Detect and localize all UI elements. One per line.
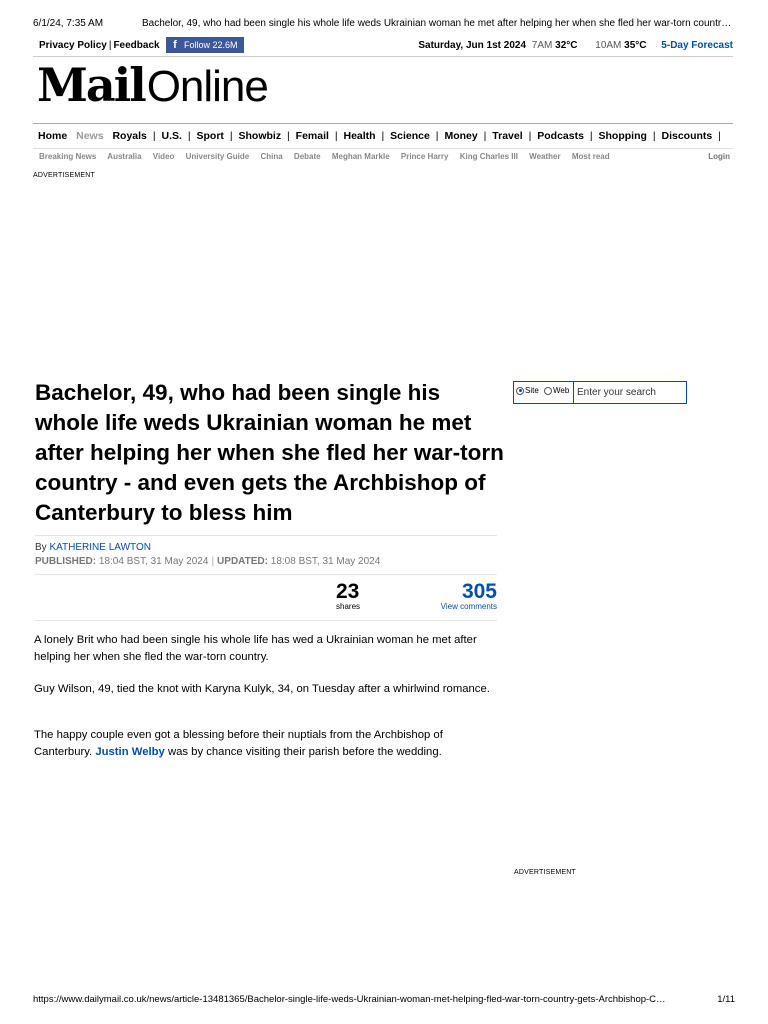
paragraph-text: The happy couple even got a blessing before their nuptials from the Archbishop of Canterbury.: [34, 729, 443, 758]
nav-separator: |: [381, 130, 385, 142]
nav-separator: |: [334, 130, 338, 142]
weather-time-2: 10AM: [595, 40, 622, 51]
print-datetime: 6/1/24, 7:35 AM: [33, 18, 104, 29]
weather-temp-1: 32°C: [555, 40, 578, 51]
author-link[interactable]: KATHERINE LAWTON: [49, 542, 151, 553]
top-links: [39, 40, 160, 51]
subnav-item-most-read[interactable]: Most read: [571, 152, 610, 161]
subnav-item-australia[interactable]: Australia: [107, 152, 142, 161]
nav-separator: |: [528, 130, 532, 142]
search-option-web[interactable]: [544, 386, 569, 395]
header-divider: [33, 56, 733, 57]
byline: [35, 542, 151, 553]
nav-separator: |: [652, 130, 656, 142]
nav-item-health[interactable]: Health: [343, 130, 376, 142]
byline-divider-top: [35, 535, 497, 536]
web-radio-label: Web: [553, 386, 570, 395]
article-headline: Bachelor, 49, who had been single his whole life weds Ukrainian woman he met after helping her when she fled her war-torn country - and even gets the Archbishop of Canterbury to bless him: [35, 380, 504, 525]
subnav-item-meghan-markle[interactable]: Meghan Markle: [331, 152, 390, 161]
main-nav-list: [38, 130, 724, 142]
published-date: 18:04 BST, 31 May 2024: [98, 556, 209, 567]
article-paragraph: A lonely Brit who had been single his whole life has wed a Ukrainian woman he met after helping her when she fled the war-torn country.: [34, 634, 477, 663]
nav-item-sport[interactable]: Sport: [196, 130, 224, 142]
feedback-link[interactable]: Feedback: [113, 40, 160, 51]
top-links-separator: |: [108, 40, 112, 51]
nav-item-science[interactable]: Science: [390, 130, 430, 142]
weather-time-1: 7AM: [531, 40, 553, 51]
nav-item-home[interactable]: Home: [38, 130, 68, 142]
subnav-item-prince-harry[interactable]: Prince Harry: [400, 152, 449, 161]
weather-bar: [418, 40, 733, 51]
nav-separator: |: [718, 130, 721, 142]
mailonline-logo[interactable]: [37, 58, 268, 112]
nav-item-news[interactable]: News: [76, 130, 104, 142]
nav-separator: |: [483, 130, 487, 142]
share-count-label: shares: [336, 602, 361, 611]
dates-separator: |: [211, 556, 215, 567]
print-page-title: Bachelor, 49, who had been single his whole life weds Ukrainian woman he met after helping her when she fled her war-torn countr…: [142, 18, 732, 29]
five-day-forecast-link[interactable]: 5-Day Forecast: [661, 40, 733, 51]
search-option-site[interactable]: [516, 386, 539, 395]
web-radio[interactable]: [544, 387, 552, 395]
nav-item-us[interactable]: U.S.: [161, 130, 182, 142]
updated-date: 18:08 BST, 31 May 2024: [270, 556, 381, 567]
nav-separator: |: [435, 130, 439, 142]
subnav-item-university-guide[interactable]: University Guide: [185, 152, 250, 161]
share-count[interactable]: [336, 580, 366, 611]
subnav-item-king-charles[interactable]: King Charles III: [459, 152, 518, 161]
weather-temp-2: 35°C: [624, 40, 647, 51]
subnav-item-video[interactable]: Video: [152, 152, 175, 161]
site-radio[interactable]: [516, 387, 524, 395]
view-comments-link[interactable]: View comments: [440, 602, 497, 611]
current-date: Saturday, Jun 1st 2024: [418, 40, 527, 51]
nav-item-royals[interactable]: Royals: [112, 130, 147, 142]
subnav-item-breaking-news[interactable]: Breaking News: [39, 152, 97, 161]
facebook-follow-button[interactable]: [166, 37, 244, 53]
nav-item-femail[interactable]: Femail: [295, 130, 329, 142]
advertisement-label-right: ADVERTISEMENT: [514, 869, 576, 876]
article-dates: [35, 556, 380, 567]
published-label: PUBLISHED:: [35, 556, 97, 567]
top-bar: [39, 37, 733, 55]
nav-separator: |: [589, 130, 593, 142]
main-nav: [33, 123, 733, 149]
byline-divider-bottom: [35, 620, 497, 621]
page-number: 1/11: [717, 994, 735, 1005]
site-search: [513, 381, 687, 404]
nav-item-money[interactable]: Money: [444, 130, 478, 142]
nav-separator: |: [152, 130, 156, 142]
logo-mail: Mail: [37, 58, 145, 112]
nav-item-shopping[interactable]: Shopping: [598, 130, 647, 142]
search-input[interactable]: Enter your search: [573, 382, 686, 403]
nav-separator: |: [187, 130, 191, 142]
nav-separator: |: [287, 130, 290, 142]
updated-label: UPDATED:: [217, 556, 268, 567]
byline-divider-middle: [35, 574, 497, 575]
subnav-item-china[interactable]: China: [260, 152, 283, 161]
nav-item-podcasts[interactable]: Podcasts: [537, 130, 584, 142]
logo-online: Online: [146, 62, 268, 111]
comment-count[interactable]: [428, 580, 497, 611]
sub-nav: [39, 152, 733, 164]
nav-item-showbiz[interactable]: Showbiz: [238, 130, 282, 142]
facebook-follow-label: Follow 22.6M: [184, 40, 238, 50]
nav-item-discounts[interactable]: Discounts: [661, 130, 713, 142]
facebook-icon: f: [173, 39, 177, 51]
subnav-item-weather[interactable]: Weather: [529, 152, 561, 161]
page-url: https://www.dailymail.co.uk/news/article-13481365/Bachelor-single-life-weds-Ukrainian-woman-met-helping-fled-war-torn-country-gets-Archbishop-C…: [33, 994, 666, 1005]
paragraph-text: was by chance visiting their parish before the wedding.: [164, 746, 442, 758]
byline-prefix: By: [35, 542, 50, 553]
subnav-item-debate[interactable]: Debate: [293, 152, 321, 161]
nav-item-travel[interactable]: Travel: [492, 130, 523, 142]
article-paragraph: [34, 727, 504, 761]
share-count-number: 23: [336, 580, 360, 603]
advertisement-label-top: ADVERTISEMENT: [33, 172, 95, 179]
comment-count-number: 305: [461, 580, 497, 603]
nav-separator: |: [229, 130, 233, 142]
justin-welby-link[interactable]: Justin Welby: [95, 746, 165, 758]
article-paragraph: Guy Wilson, 49, tied the knot with Karyna Kulyk, 34, on Tuesday after a whirlwind romance.: [34, 683, 490, 695]
site-radio-label: Site: [525, 386, 539, 395]
login-link[interactable]: Login: [708, 152, 730, 161]
privacy-policy-link[interactable]: Privacy Policy: [39, 40, 107, 51]
